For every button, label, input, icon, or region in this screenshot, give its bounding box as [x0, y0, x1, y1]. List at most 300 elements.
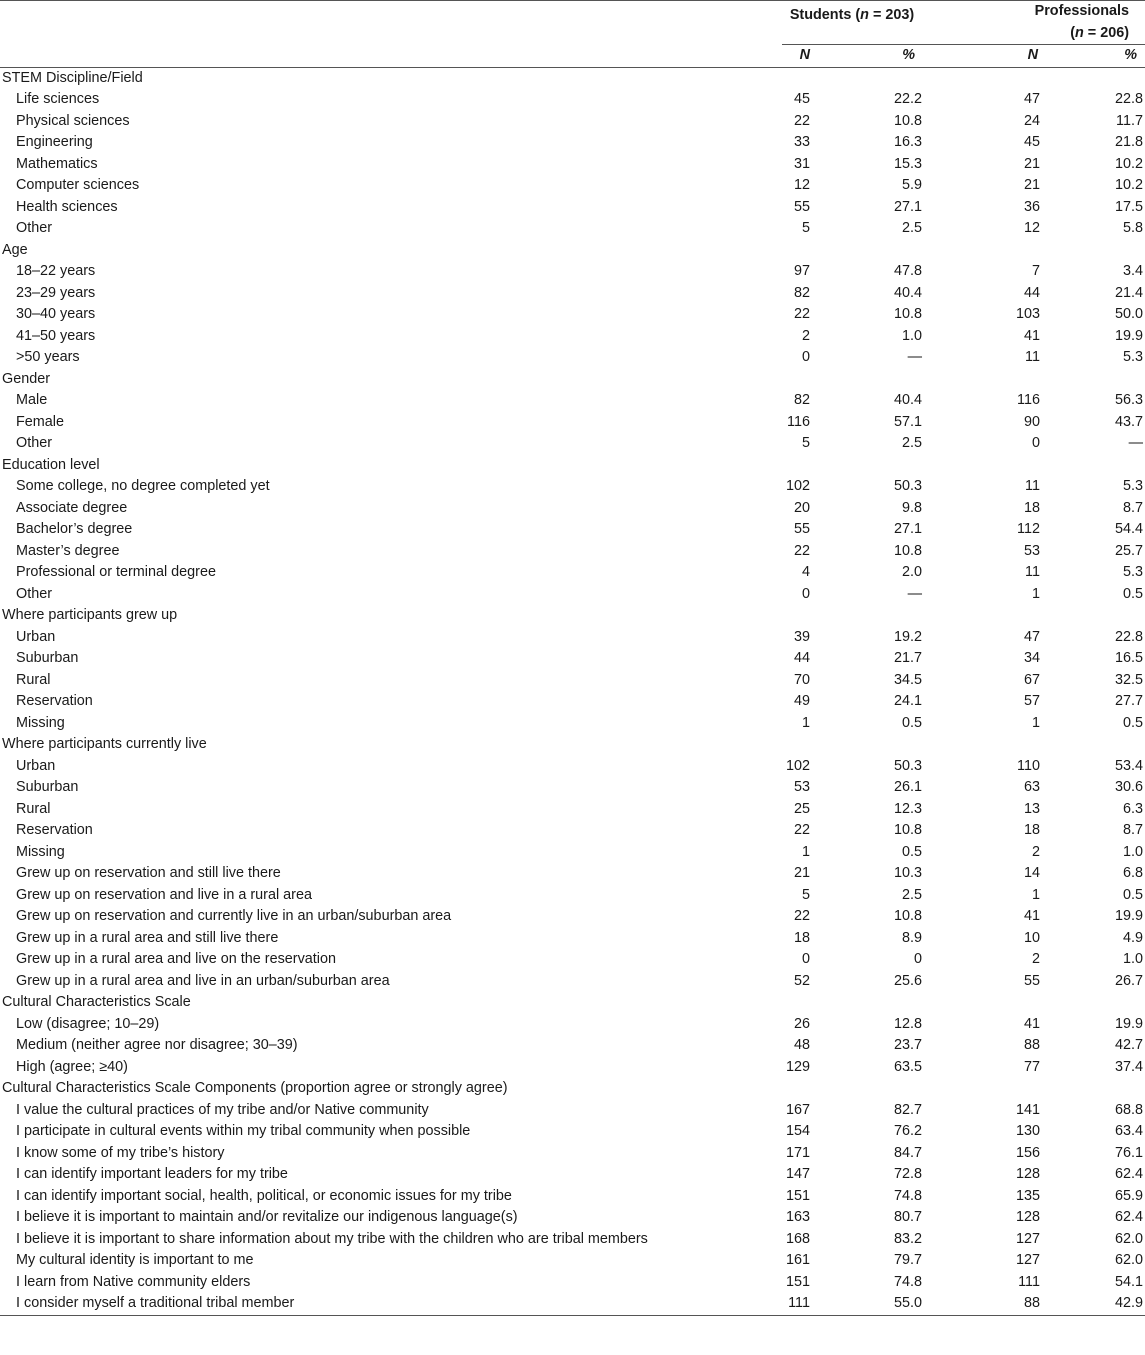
- row-label: 23–29 years: [16, 284, 96, 301]
- students-n: 97: [793, 263, 810, 279]
- students-n: 161: [785, 1252, 810, 1268]
- students-n: 44: [793, 650, 810, 666]
- professionals-n: 88: [1023, 1037, 1040, 1053]
- table-row: [0, 820, 1145, 842]
- students-pct: 40.4: [893, 284, 922, 301]
- students-pct: 10.8: [893, 542, 922, 559]
- students-pct: 10.8: [893, 112, 922, 129]
- students-pct: 55.0: [893, 1295, 922, 1311]
- professionals-n: 34: [1023, 650, 1040, 666]
- professionals-n: 24: [1023, 112, 1040, 129]
- header-row-groups: [0, 1, 1145, 45]
- professionals-pct: 25.7: [1114, 542, 1143, 559]
- professionals-pct: —: [1128, 435, 1143, 451]
- row-label: Female: [16, 413, 64, 430]
- professionals-n: 18: [1023, 822, 1040, 838]
- students-pct: 57.1: [893, 413, 922, 430]
- section-header-row: [0, 1078, 1145, 1100]
- professionals-pct: 0.5: [1122, 886, 1143, 903]
- row-label: I can identify important social, health, political, or economic issues for my tribe: [16, 1187, 512, 1204]
- table-row: [0, 283, 1145, 305]
- table-row: [0, 1207, 1145, 1229]
- professionals-pct: 19.9: [1114, 327, 1143, 344]
- professionals-pct: 22.8: [1114, 628, 1143, 645]
- professionals-n: 36: [1023, 198, 1040, 215]
- professionals-n: 12: [1023, 220, 1040, 236]
- professionals-pct: 65.9: [1114, 1187, 1143, 1204]
- section-header-row: [0, 992, 1145, 1014]
- professionals-pct: 5.8: [1122, 220, 1143, 236]
- students-pct: 79.7: [893, 1252, 922, 1268]
- table-row: [0, 304, 1145, 326]
- students-pct: 2.0: [901, 564, 922, 580]
- section-header-row: [0, 67, 1145, 89]
- professionals-n: 10: [1023, 929, 1040, 946]
- professionals-pct: 68.8: [1114, 1101, 1143, 1118]
- section-header-row: [0, 240, 1145, 262]
- students-pct: 2.5: [901, 886, 922, 903]
- row-label: Other: [16, 435, 52, 451]
- row-label: I can identify important leaders for my tribe: [16, 1166, 288, 1182]
- students-pct: 23.7: [893, 1037, 922, 1053]
- students-n: 45: [793, 91, 810, 107]
- students-n: 31: [793, 155, 810, 172]
- row-label: Some college, no degree completed yet: [16, 478, 270, 494]
- students-n: 129: [785, 1058, 810, 1075]
- students-n: 167: [785, 1101, 810, 1118]
- students-pct: 50.3: [893, 757, 922, 774]
- professionals-n: 128: [1015, 1166, 1040, 1182]
- row-label: Grew up in a rural area and still live there: [16, 929, 279, 946]
- students-pct: 27.1: [893, 198, 922, 215]
- students-pct: —: [907, 585, 922, 602]
- row-label: Physical sciences: [16, 112, 130, 129]
- professionals-n-header: N: [1027, 47, 1038, 63]
- professionals-n: 11: [1025, 349, 1040, 365]
- professionals-n: 53: [1023, 542, 1040, 559]
- students-pct: 8.9: [901, 929, 922, 946]
- professionals-pct: 42.7: [1114, 1037, 1143, 1053]
- professionals-pct: 19.9: [1114, 1015, 1143, 1032]
- students-n: 22: [793, 306, 810, 322]
- students-n: 102: [785, 478, 810, 494]
- professionals-pct: 3.4: [1122, 263, 1143, 279]
- students-n: 0: [801, 585, 810, 602]
- students-pct: —: [907, 349, 922, 365]
- row-label: Suburban: [16, 650, 79, 666]
- students-pct: 2.5: [901, 220, 922, 236]
- students-pct: 80.7: [893, 1209, 922, 1225]
- section-header-row: [0, 734, 1145, 756]
- professionals-pct: 11.7: [1116, 112, 1143, 129]
- professionals-n: 14: [1023, 865, 1040, 881]
- students-pct: 26.1: [893, 779, 922, 795]
- table-row: [0, 218, 1145, 240]
- professionals-pct: 43.7: [1114, 413, 1143, 430]
- table-row: [0, 1250, 1145, 1272]
- students-n: 55: [793, 521, 810, 537]
- professionals-pct: 76.1: [1114, 1144, 1143, 1161]
- professionals-pct: 63.4: [1114, 1123, 1143, 1139]
- professionals-pct: 62.0: [1114, 1252, 1143, 1268]
- table-row: [0, 1186, 1145, 1208]
- students-n: 151: [785, 1187, 810, 1204]
- row-label: Low (disagree; 10–29): [16, 1015, 160, 1032]
- professionals-pct: 19.9: [1114, 908, 1143, 924]
- professionals-pct: 4.9: [1122, 929, 1143, 946]
- professionals-n: 156: [1015, 1144, 1040, 1161]
- students-n: 48: [793, 1037, 810, 1053]
- students-pct: 12.8: [893, 1015, 922, 1032]
- professionals-pct: 5.3: [1122, 564, 1143, 580]
- table-row: [0, 1143, 1145, 1165]
- students-pct: 19.2: [893, 628, 922, 645]
- section-title: Cultural Characteristics Scale: [2, 994, 191, 1010]
- professionals-pct: 6.8: [1122, 865, 1143, 881]
- students-pct: 0.5: [901, 714, 922, 731]
- professionals-pct: 0.5: [1122, 585, 1143, 602]
- row-label: I believe it is important to maintain and/or revitalize our indigenous language(s): [16, 1209, 518, 1225]
- students-n: 12: [793, 177, 810, 193]
- table-row: [0, 347, 1145, 369]
- section-title: Where participants currently live: [2, 736, 207, 752]
- students-pct: 10.3: [893, 865, 922, 881]
- professionals-pct: 17.5: [1114, 198, 1143, 215]
- professionals-pct: 27.7: [1114, 693, 1143, 709]
- students-n: 18: [793, 929, 810, 946]
- row-label: I learn from Native community elders: [16, 1273, 251, 1290]
- table-row: [0, 863, 1145, 885]
- professionals-n: 0: [1031, 435, 1040, 451]
- table-row: [0, 949, 1145, 971]
- table-row: [0, 498, 1145, 520]
- row-label: Life sciences: [16, 91, 100, 107]
- section-header-row: [0, 369, 1145, 391]
- table-row: [0, 928, 1145, 950]
- table-row: [0, 691, 1145, 713]
- professionals-n: 135: [1015, 1187, 1040, 1204]
- students-pct: 83.2: [893, 1230, 922, 1247]
- students-pct: 74.8: [893, 1187, 922, 1204]
- professionals-pct: 56.3: [1114, 392, 1143, 408]
- students-pct: 25.6: [893, 972, 922, 989]
- professionals-n: 11: [1025, 478, 1040, 494]
- table-row: [0, 197, 1145, 219]
- professionals-n: 13: [1023, 800, 1040, 817]
- students-pct: 74.8: [893, 1273, 922, 1290]
- professionals-pct: 50.0: [1114, 306, 1143, 322]
- row-label: I believe it is important to share information about my tribe with the children who are tribal members: [16, 1230, 648, 1247]
- professionals-pct: 42.9: [1114, 1295, 1143, 1311]
- professionals-n: 2: [1031, 843, 1040, 860]
- students-n: 21: [793, 865, 810, 881]
- professionals-n: 1: [1031, 886, 1040, 903]
- table-row: [0, 1229, 1145, 1251]
- professionals-n: 130: [1015, 1123, 1040, 1139]
- professionals-pct: 32.5: [1114, 671, 1143, 688]
- professionals-n: 47: [1023, 628, 1040, 645]
- professionals-pct: 62.4: [1114, 1209, 1143, 1225]
- professionals-pct: 6.3: [1122, 800, 1143, 817]
- row-label: Male: [16, 392, 48, 408]
- students-pct: 22.2: [893, 91, 922, 107]
- section-title: Cultural Characteristics Scale Components (proportion agree or strongly agree): [2, 1080, 508, 1096]
- professionals-pct: 1.0: [1122, 843, 1143, 860]
- professionals-pct: 16.5: [1114, 650, 1143, 666]
- table-row: [0, 1164, 1145, 1186]
- professionals-n: 63: [1023, 779, 1040, 795]
- row-label: Mathematics: [16, 155, 98, 172]
- professionals-pct: 10.2: [1114, 177, 1143, 193]
- professionals-pct: 0.5: [1122, 714, 1143, 731]
- professionals-n: 11: [1025, 564, 1040, 580]
- professionals-pct: 21.8: [1114, 134, 1143, 150]
- students-pct: 50.3: [893, 478, 922, 494]
- students-pct: 5.9: [901, 177, 922, 193]
- row-label: Health sciences: [16, 198, 118, 215]
- students-pct: 0: [913, 951, 922, 967]
- row-label: Medium (neither agree nor disagree; 30–39): [16, 1037, 298, 1053]
- table-row: [0, 541, 1145, 563]
- professionals-pct: 8.7: [1122, 499, 1143, 516]
- row-label: Grew up on reservation and currently live in an urban/suburban area: [16, 908, 452, 924]
- professionals-n: 141: [1015, 1101, 1040, 1118]
- students-n: 102: [785, 757, 810, 774]
- professionals-n: 112: [1017, 521, 1040, 537]
- students-n-header: N: [799, 47, 810, 63]
- table-row: [0, 842, 1145, 864]
- row-label: Grew up on reservation and live in a rural area: [16, 886, 312, 903]
- professionals-n: 7: [1031, 263, 1040, 279]
- section-title: Where participants grew up: [2, 607, 178, 623]
- row-label: I consider myself a traditional tribal member: [16, 1295, 295, 1311]
- professionals-pct: 26.7: [1114, 972, 1143, 989]
- row-label: Engineering: [16, 134, 93, 150]
- students-n: 1: [801, 714, 810, 731]
- professionals-pct: 1.0: [1122, 951, 1143, 967]
- table-row: [0, 648, 1145, 670]
- students-pct: 63.5: [893, 1058, 922, 1075]
- professionals-n: 1: [1031, 714, 1040, 731]
- professionals-pct: 5.3: [1122, 349, 1143, 365]
- table-row: [0, 433, 1145, 455]
- students-n: 82: [793, 284, 810, 301]
- row-label: High (agree; ≥40): [16, 1058, 128, 1075]
- professionals-n: 103: [1015, 306, 1040, 322]
- professionals-pct: 30.6: [1114, 779, 1143, 795]
- row-label: Master’s degree: [16, 542, 120, 559]
- students-n: 33: [793, 134, 810, 150]
- table-row: [0, 132, 1145, 154]
- students-pct: 15.3: [893, 155, 922, 172]
- students-n: 147: [785, 1166, 810, 1182]
- row-label: Suburban: [16, 779, 79, 795]
- students-pct: 2.5: [901, 435, 922, 451]
- students-n: 1: [801, 843, 810, 860]
- table-row: [0, 971, 1145, 993]
- professionals-n: 57: [1023, 693, 1040, 709]
- students-n: 25: [793, 800, 810, 817]
- students-pct: 24.1: [893, 693, 922, 709]
- row-label: Reservation: [16, 693, 93, 709]
- row-label: 41–50 years: [16, 327, 96, 344]
- row-label: Missing: [16, 843, 65, 860]
- professionals-n: 41: [1023, 327, 1040, 344]
- students-n: 0: [801, 349, 810, 365]
- students-n: 154: [785, 1123, 810, 1139]
- professionals-pct: 54.1: [1114, 1273, 1143, 1290]
- students-pct: 21.7: [893, 650, 922, 666]
- students-pct: 10.8: [893, 908, 922, 924]
- table-row: [0, 89, 1145, 111]
- table-row: [0, 412, 1145, 434]
- row-label: Urban: [16, 757, 56, 774]
- students-n: 5: [801, 220, 810, 236]
- students-pct: 47.8: [893, 263, 922, 279]
- row-label: Rural: [16, 671, 51, 688]
- table-row: [0, 713, 1145, 735]
- row-label: I value the cultural practices of my tribe and/or Native community: [16, 1101, 429, 1118]
- professionals-n: 45: [1023, 134, 1040, 150]
- professionals-pct: 62.4: [1114, 1166, 1143, 1182]
- students-pct: 1.0: [901, 327, 922, 344]
- students-n: 171: [785, 1144, 810, 1161]
- section-title: STEM Discipline/Field: [2, 69, 143, 86]
- table-row: [0, 154, 1145, 176]
- row-label: Urban: [16, 628, 56, 645]
- table-row: [0, 1272, 1145, 1294]
- table-row: [0, 799, 1145, 821]
- students-pct: 76.2: [893, 1123, 922, 1139]
- professionals-n: 41: [1023, 908, 1040, 924]
- students-n: 22: [793, 908, 810, 924]
- professionals-n: 77: [1023, 1058, 1040, 1075]
- professionals-n: 111: [1018, 1273, 1040, 1290]
- row-label: I know some of my tribe’s history: [16, 1144, 225, 1161]
- row-label: My cultural identity is important to me: [16, 1252, 254, 1268]
- students-pct-header: %: [902, 47, 915, 63]
- table-row: [0, 476, 1145, 498]
- students-pct: 40.4: [893, 392, 922, 408]
- students-n: 4: [801, 564, 810, 580]
- students-n: 22: [793, 112, 810, 129]
- professionals-n: 41: [1023, 1015, 1040, 1032]
- students-pct: 34.5: [893, 671, 922, 688]
- students-n: 5: [801, 886, 810, 903]
- row-label: 30–40 years: [16, 306, 96, 322]
- professionals-n: 44: [1023, 284, 1040, 301]
- students-pct: 10.8: [893, 306, 922, 322]
- students-pct: 84.7: [893, 1144, 922, 1161]
- professionals-n: 110: [1017, 757, 1040, 774]
- students-n: 26: [793, 1015, 810, 1032]
- section-title: Gender: [2, 370, 50, 387]
- row-label: Computer sciences: [16, 177, 140, 193]
- table-row: [0, 670, 1145, 692]
- table-row: [0, 562, 1145, 584]
- table-row: [0, 1035, 1145, 1057]
- students-pct: 12.3: [893, 800, 922, 817]
- table-row: [0, 1057, 1145, 1079]
- students-pct: 10.8: [893, 822, 922, 838]
- row-label: I participate in cultural events within my tribal community when possible: [16, 1123, 471, 1139]
- students-n: 5: [801, 435, 810, 451]
- professionals-n: 127: [1015, 1230, 1040, 1247]
- professionals-header: Professionals (n = 206): [922, 1, 1145, 45]
- row-label: Other: [16, 220, 52, 236]
- professionals-n: 128: [1015, 1209, 1040, 1225]
- students-n: 0: [801, 951, 810, 967]
- table-row: [0, 627, 1145, 649]
- students-pct: 16.3: [893, 134, 922, 150]
- students-pct: 72.8: [893, 1166, 922, 1182]
- table-row: [0, 1121, 1145, 1143]
- row-label: Bachelor’s degree: [16, 521, 133, 537]
- students-pct: 27.1: [893, 521, 922, 537]
- students-n: 22: [793, 822, 810, 838]
- professionals-pct: 53.4: [1114, 757, 1143, 774]
- students-n: 20: [793, 499, 810, 516]
- table-row: [0, 261, 1145, 283]
- students-pct: 82.7: [893, 1101, 922, 1118]
- professionals-pct: 22.8: [1114, 91, 1143, 107]
- professionals-pct: 54.4: [1114, 521, 1143, 537]
- table-row: [0, 584, 1145, 606]
- students-n: 151: [785, 1273, 810, 1290]
- table-row: [0, 326, 1145, 348]
- students-n: 70: [793, 671, 810, 688]
- row-label: Grew up in a rural area and live in an urban/suburban area: [16, 972, 390, 989]
- table-row: [0, 777, 1145, 799]
- students-pct: 0.5: [901, 843, 922, 860]
- table-row: [0, 175, 1145, 197]
- table-row: [0, 1014, 1145, 1036]
- students-n: 2: [801, 327, 810, 344]
- table-row: [0, 906, 1145, 928]
- professionals-n: 67: [1023, 671, 1040, 688]
- row-label: 18–22 years: [16, 263, 96, 279]
- row-label: Grew up in a rural area and live on the reservation: [16, 951, 336, 967]
- students-n: 168: [785, 1230, 810, 1247]
- students-header: Students (n = 203): [782, 1, 922, 45]
- professionals-n: 47: [1023, 91, 1040, 107]
- row-label: Associate degree: [16, 499, 128, 516]
- row-label: Other: [16, 585, 52, 602]
- header-row-columns: [0, 45, 1145, 68]
- professionals-n: 18: [1023, 499, 1040, 516]
- students-n: 55: [793, 198, 810, 215]
- professionals-n: 116: [1017, 392, 1040, 408]
- table-row: [0, 1100, 1145, 1122]
- professionals-pct: 10.2: [1114, 155, 1143, 172]
- row-label: Reservation: [16, 822, 93, 838]
- professionals-pct: 8.7: [1122, 822, 1143, 838]
- students-n: 52: [793, 972, 810, 989]
- professionals-pct: 37.4: [1114, 1058, 1143, 1075]
- table-row: [0, 390, 1145, 412]
- professionals-n: 1: [1031, 585, 1040, 602]
- section-header-row: [0, 455, 1145, 477]
- professionals-pct-header: %: [1124, 47, 1137, 63]
- students-n: 111: [788, 1295, 810, 1311]
- section-title: Age: [2, 241, 28, 258]
- students-n: 39: [793, 628, 810, 645]
- professionals-n: 21: [1023, 155, 1040, 172]
- table-row: [0, 1293, 1145, 1315]
- professionals-n: 55: [1023, 972, 1040, 989]
- section-title: Education level: [2, 456, 100, 473]
- students-n: 53: [793, 779, 810, 795]
